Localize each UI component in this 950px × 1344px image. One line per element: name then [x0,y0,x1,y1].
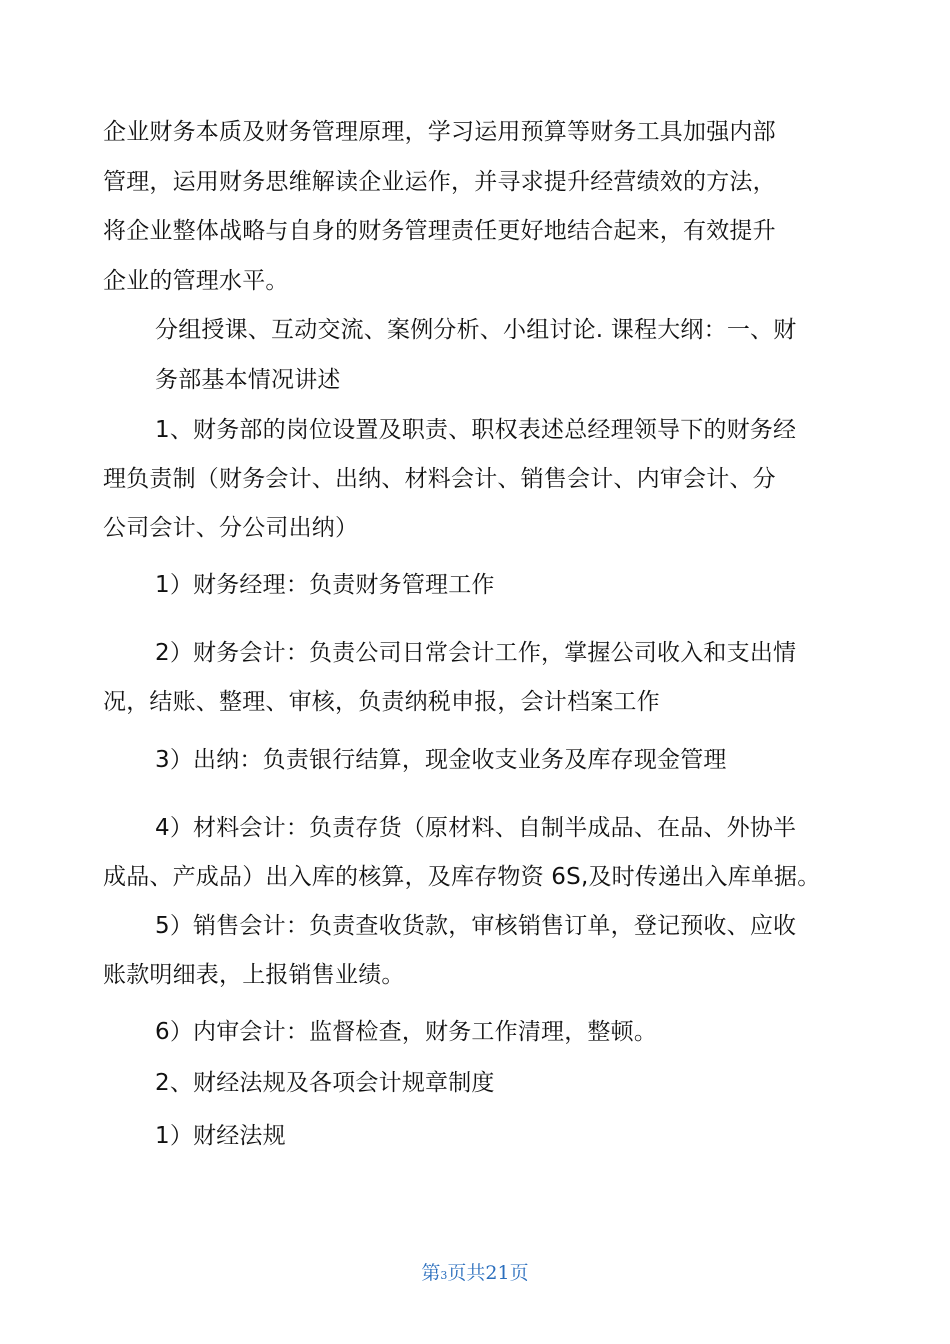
paragraph-line: 5）销售会计：负责查收货款，审核销售订单，登记预收、应收 [155,913,797,939]
page-footer [0,1258,950,1285]
paragraph-line: 2）财务会计：负责公司日常会计工作，掌握公司收入和支出情 [155,640,797,666]
paragraph-line: 况，结账、整理、审核，负责纳税申报，会计档案工作 [103,689,660,715]
paragraph-line: 4）材料会计：负责存货（原材料、自制半成品、在品、外协半 [155,815,797,841]
paragraph-line: 2、财经法规及各项会计规章制度 [155,1070,495,1096]
footer-prefix: 第 [421,1262,441,1284]
footer-page-number: 3 [440,1269,448,1282]
footer-middle: 页共 [447,1262,486,1284]
paragraph-line: 将企业整体战略与自身的财务管理责任更好地结合起来，有效提升 [103,218,776,244]
paragraph-line: 3）出纳：负责银行结算，现金收支业务及库存现金管理 [155,747,727,773]
paragraph-line: 企业财务本质及财务管理原理，学习运用预算等财务工具加强内部 [103,119,776,145]
paragraph-line: 企业的管理水平。 [103,268,289,294]
footer-total-pages: 21 [485,1262,510,1284]
paragraph-line: 分组授课、互动交流、案例分析、小组讨论. 课程大纲：一、财 [155,317,797,343]
paragraph-line: 务部基本情况讲述 [155,367,341,393]
paragraph-line: 公司会计、分公司出纳） [103,515,359,541]
paragraph-line: 6）内审会计：监督检查，财务工作清理，整顿。 [155,1019,658,1045]
paragraph-line: 理负责制（财务会计、出纳、材料会计、销售会计、内审会计、分 [103,466,776,492]
paragraph-line: 成品、产成品）出入库的核算，及库存物资 6S,及时传递出入库单据。 [103,864,821,890]
paragraph-line: 1）财经法规 [155,1123,286,1149]
paragraph-line: 1、财务部的岗位设置及职责、职权表述总经理领导下的财务经 [155,417,797,443]
paragraph-line: 账款明细表，上报销售业绩。 [103,962,405,988]
footer-suffix: 页 [509,1262,529,1284]
paragraph-line: 1）财务经理：负责财务管理工作 [155,572,495,598]
paragraph-line: 管理，运用财务思维解读企业运作，并寻求提升经营绩效的方法， [103,169,776,195]
